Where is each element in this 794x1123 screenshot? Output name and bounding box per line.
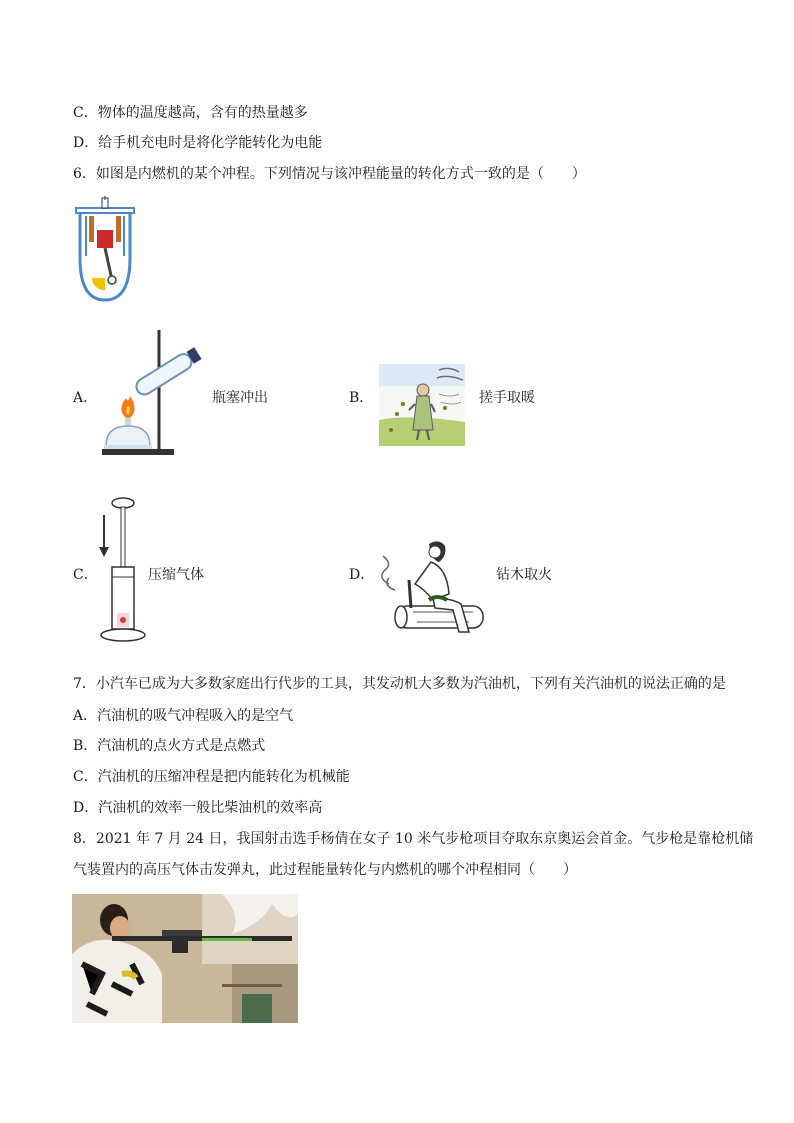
q6-stem: 6．如图是内燃机的某个冲程。下列情况与该冲程能量的转化方式一致的是（ ） [73, 166, 586, 182]
q5-option-d: D．给手机充电时是将化学能转化为电能 [73, 135, 323, 151]
q6-option-c-caption: 压缩气体 [148, 567, 204, 583]
engine-stroke-figure [72, 196, 138, 304]
q6-option-c-letter: C． [73, 567, 98, 583]
q6-option-d-letter: D． [349, 567, 375, 583]
shooter-photo [72, 894, 298, 1023]
rubbing-hands-figure [379, 364, 465, 446]
q8-stem-line1: 8．2021 年 7 月 24 日，我国射击选手杨倩在女子 10 米气步枪项目夺取东京奥运会首金。气步枪是靠枪机储 [73, 831, 754, 847]
q7-option-d: D．汽油机的效率一般比柴油机的效率高 [73, 800, 323, 816]
drilling-wood-fire-figure [373, 538, 489, 636]
q6-option-b-caption: 搓手取暖 [479, 390, 535, 406]
q7-stem: 7．小汽车已成为大多数家庭出行代步的工具，其发动机大多数为汽油机，下列有关汽油机的说法正确的是 [73, 676, 726, 692]
q7-option-a: A．汽油机的吸气冲程吸入的是空气 [73, 708, 294, 724]
q7-option-c: C．汽油机的压缩冲程是把内能转化为机械能 [73, 769, 350, 785]
air-compression-figure [96, 493, 146, 647]
q6-option-d-caption: 钻木取火 [496, 567, 552, 583]
q8-stem-line2: 气装置内的高压气体击发弹丸，此过程能量转化与内燃机的哪个冲程相同（ ） [73, 862, 577, 878]
q6-option-a-letter: A． [73, 390, 98, 406]
q6-option-a-caption: 瓶塞冲出 [212, 390, 268, 406]
q5-option-c: C．物体的温度越高，含有的热量越多 [73, 105, 308, 121]
q7-option-b: B．汽油机的点火方式是点燃式 [73, 738, 266, 754]
q6-option-b-letter: B． [349, 390, 374, 406]
test-tube-heating-figure [98, 328, 210, 458]
